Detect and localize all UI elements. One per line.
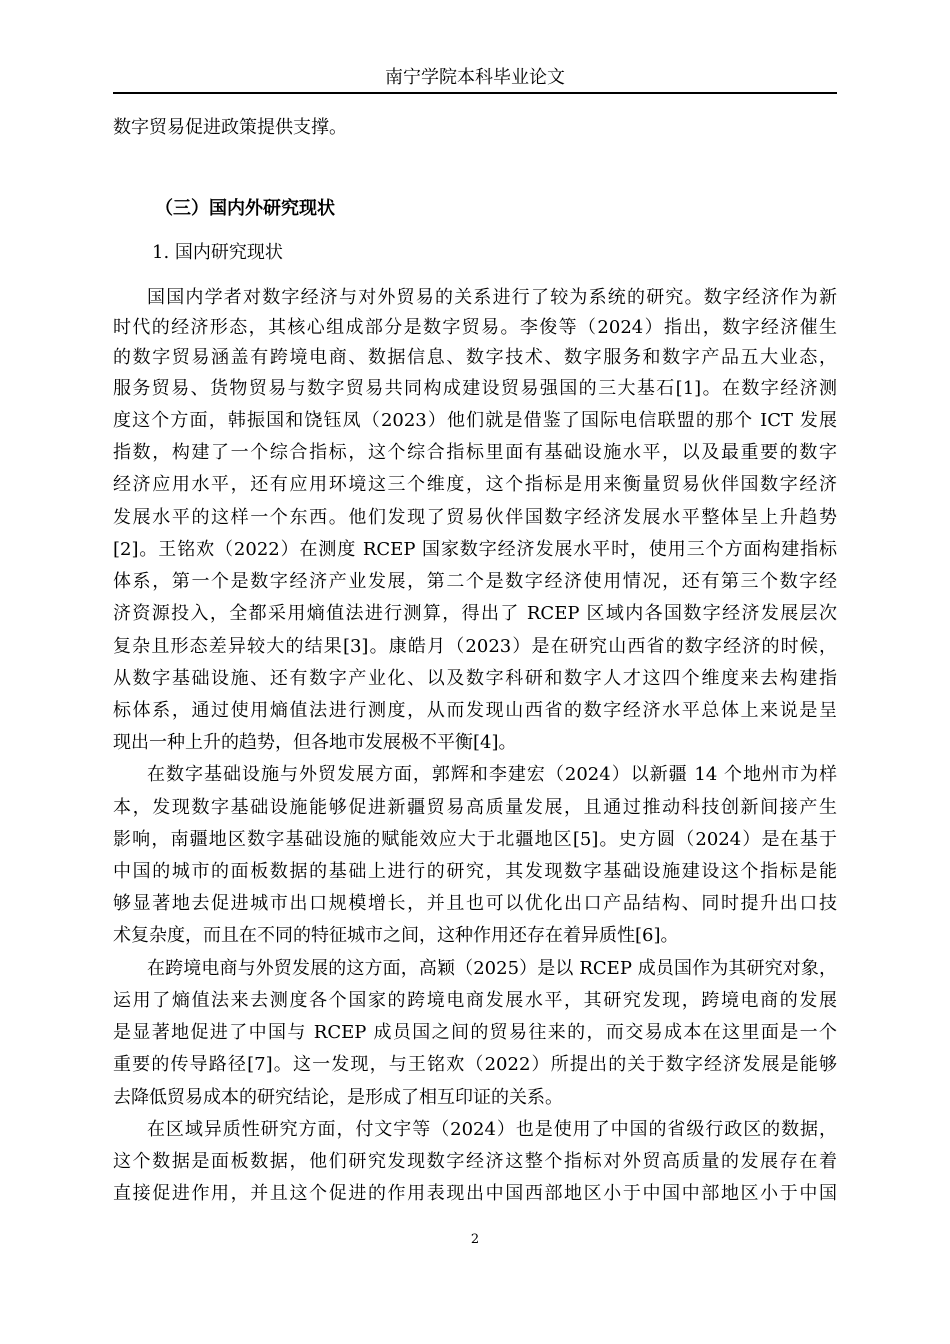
body-line: 运用了熵值法来去测度各个国家的跨境电商发展水平，其研究发现，跨境电商的发展 [113,990,837,1011]
page-number: 2 [470,1232,480,1247]
body-line: 标体系，通过使用熵值法进行测度，从而发现山西省的数字经济水平总体上来说是呈 [113,700,837,721]
body-line: 指数，构建了一个综合指标，这个综合指标里面有基础设施水平，以及最重要的数字 [113,442,837,463]
body-line: 中国的城市的面板数据的基础上进行的研究，其发现数字基础设施建设这个指标是能 [113,861,837,882]
body-line: 在数字基础设施与外贸发展方面，郭辉和李建宏（2024）以新疆 14 个地州市为样 [147,764,837,785]
body-line: 重要的传导路径[7]。这一发现，与王铭欢（2022）所提出的关于数字经济发展是能够 [113,1054,837,1075]
body-line: 去降低贸易成本的研究结论，是形成了相互印证的关系。 [113,1087,563,1108]
subsection-heading: 1. 国内研究现状 [152,242,283,263]
continuation-line: 数字贸易促进政策提供支撑。 [113,117,347,138]
body-line: 够显著地去促进城市出口规模增长，并且也可以优化出口产品结构、同时提升出口技 [113,893,837,914]
body-line: 济资源投入，全都采用熵值法进行测算，得出了 RCEP 区域内各国数字经济发展层次 [113,603,837,624]
body-line: 发展水平的这样一个东西。他们发现了贸易伙伴国数字经济发展水平整体呈上升趋势 [113,507,837,528]
body-line: 本，发现数字基础设施能够促进新疆贸易高质量发展，且通过推动科技创新间接产生 [113,797,837,818]
body-line: 国国内学者对数字经济与对外贸易的关系进行了较为系统的研究。数字经济作为新 [147,287,837,308]
body-line: 是显著地促进了中国与 RCEP 成员国之间的贸易往来的，而交易成本在这里面是一个 [113,1022,837,1043]
body-line: 在区域异质性研究方面，付文宇等（2024）也是使用了中国的省级行政区的数据， [147,1119,837,1140]
body-line: 度这个方面，韩振国和饶钰凤（2023）他们就是借鉴了国际电信联盟的那个 ICT 发展 [113,410,837,431]
body-line: 这个数据是面板数据，他们研究发现数字经济这整个指标对外贸高质量的发展存在着 [113,1151,837,1172]
header-rule [113,92,837,94]
body-line: 复杂且形态差异较大的结果[3]。康皓月（2023）是在研究山西省的数字经济的时候， [113,636,837,657]
body-line: 服务贸易、货物贸易与数字贸易共同构成建设贸易强国的三大基石[1]。在数字经济测 [113,378,837,399]
body-line: 从数字基础设施、还有数字产业化、以及数字科研和数字人才这四个维度来去构建指 [113,668,837,689]
body-line: 体系，第一个是数字经济产业发展，第二个是数字经济使用情况，还有第三个数字经 [113,571,837,592]
section-heading: （三）国内外研究现状 [155,198,335,219]
body-line: 在跨境电商与外贸发展的这方面，高颖（2025）是以 RCEP 成员国作为其研究对象， [147,958,837,979]
body-line: 直接促进作用，并且这个促进的作用表现出中国西部地区小于中国中部地区小于中国 [113,1183,837,1204]
body-line: 影响，南疆地区数字基础设施的赋能效应大于北疆地区[5]。史方圆（2024）是在基于 [113,829,837,850]
body-line: 的数字贸易涵盖有跨境电商、数据信息、数字技术、数字服务和数字产品五大业态， [113,347,837,368]
header-title: 南宁学院本科毕业论文 [385,67,565,88]
body-line: 时代的经济形态，其核心组成部分是数字贸易。李俊等（2024）指出，数字经济催生 [113,317,837,338]
body-line: 现出一种上升的趋势，但各地市发展极不平衡[4]。 [113,732,517,753]
body-line: [2]。王铭欢（2022）在测度 RCEP 国家数字经济发展水平时，使用三个方面构建指标 [113,539,837,560]
body-line: 术复杂度，而且在不同的特征城市之间，这种作用还存在着异质性[6]。 [113,925,679,946]
body-line: 经济应用水平，还有应用环境这三个维度，这个指标是用来衡量贸易伙伴国数字经济 [113,474,837,495]
